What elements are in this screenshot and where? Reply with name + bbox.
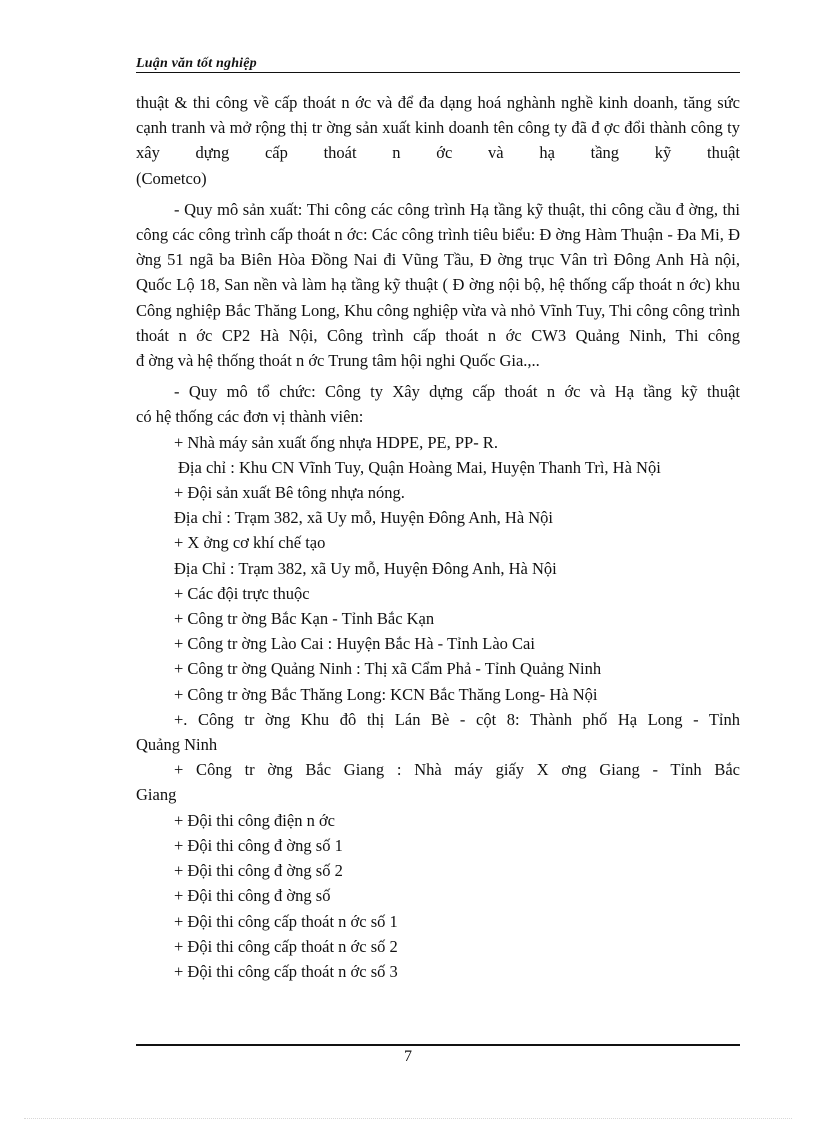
unit-line: + Công tr ờng Bắc Thăng Long: KCN Bắc Thăng Long- Hà Nội	[174, 684, 598, 704]
running-header: Luận văn tốt nghiệp	[136, 56, 257, 71]
page-body	[136, 90, 740, 984]
paragraph-organization: - Quy mô tổ chức: Công ty Xây dựng cấp thoát n ớc và Hạ tầng kỹ thuật	[174, 382, 740, 402]
unit-line: + Đội thi công điện n ớc	[174, 810, 336, 830]
unit-address: Địa chỉ : Khu CN Vĩnh Tuy, Quận Hoàng Mai, Huyện Thanh Trì, Hà Nội	[178, 457, 661, 477]
unit-line: + Công tr ờng Bắc Kạn - Tỉnh Bắc Kạn	[174, 609, 435, 629]
footer-rule	[136, 1044, 740, 1046]
paragraph-intro: thuật & thi công về cấp thoát n ớc và để đa dạng hoá nghành nghề kinh doanh, tăng sức cạnh tranh và mở rộng thị tr ờng sản xuất kinh doanh tên công ty đã đ ợc đổi thành công ty xây dựng cấp thoát n ớc và hạ tầng kỹ thuật	[136, 93, 740, 163]
unit-line: + Đội thi công đ ờng số	[174, 886, 331, 906]
unit-line: + Đội thi công đ ờng số 2	[174, 861, 343, 881]
page-number: 7	[404, 1048, 412, 1065]
unit-line: + Đội thi công đ ờng số 1	[174, 835, 343, 855]
page-edge-divider	[24, 1118, 792, 1119]
unit-line: + Công tr ờng Quảng Ninh : Thị xã Cẩm Phả - Tỉnh Quảng Ninh	[174, 659, 602, 679]
unit-line: + Đội thi công cấp thoát n ớc số 2	[174, 936, 398, 956]
paragraph-production: - Quy mô sản xuất: Thi công các công trình Hạ tầng kỹ thuật, thi công cầu đ ờng, thi công các công trình cấp thoát n ớc: Các công trình tiêu biểu: Đ ờng Hàm Thuận - Đa Mi, Đ ờng 51 ngã ba Biên Hòa Đồng Nai đi Vũng Tầu, Đ ờng trục Vân trì Đông Anh Hà nội, Quốc Lộ 18, San nền và làm hạ tầng kỹ thuật ( Đ ờng nội bộ, hệ thống cấp thoát n ớc) khu Công nghiệp Bắc Thăng Long, Khu công nghiệp vừa và nhỏ Vĩnh Tuy, Thi công công trình thoát n ớc CP2 Hà Nội, Công trình cấp thoát n ớc CW3 Quảng Ninh, Thi công	[136, 199, 740, 345]
header-rule	[136, 72, 740, 73]
unit-line: + Đội thi công cấp thoát n ớc số 1	[174, 911, 398, 931]
unit-line: + X ởng cơ khí chế tạo	[174, 533, 326, 553]
paragraph-organization-end: có hệ thống các đơn vị thành viên:	[136, 407, 364, 427]
unit-address: Địa Chỉ : Trạm 382, xã Uy mỗ, Huyện Đông Anh, Hà Nội	[174, 558, 557, 578]
unit-line-end: Quảng Ninh	[136, 735, 218, 755]
paragraph-intro-end: (Cometco)	[136, 168, 207, 188]
unit-line: + Công tr ờng Lào Cai : Huyện Bắc Hà - Tỉnh Lào Cai	[174, 634, 535, 654]
unit-line: + Đội thi công cấp thoát n ớc số 3	[174, 961, 398, 981]
unit-line: + Công tr ờng Bắc Giang : Nhà máy giấy X ơng Giang - Tỉnh Bắc	[174, 760, 740, 780]
unit-line: + Các đội trực thuộc	[174, 583, 310, 603]
paragraph-production-end: đ ờng và hệ thống thoát n ớc Trung tâm hội nghi Quốc Gia.,..	[136, 351, 540, 371]
unit-address: Địa chỉ : Trạm 382, xã Uy mỗ, Huyện Đông Anh, Hà Nội	[174, 508, 554, 528]
unit-line: + Nhà máy sản xuất ống nhựa HDPE, PE, PP- R.	[174, 432, 498, 452]
unit-line-end: Giang	[136, 785, 177, 805]
unit-line: + Đội sản xuất Bê tông nhựa nóng.	[174, 483, 405, 503]
unit-line: +. Công tr ờng Khu đô thị Lán Bè - cột 8: Thành phố Hạ Long - Tỉnh	[174, 709, 740, 729]
